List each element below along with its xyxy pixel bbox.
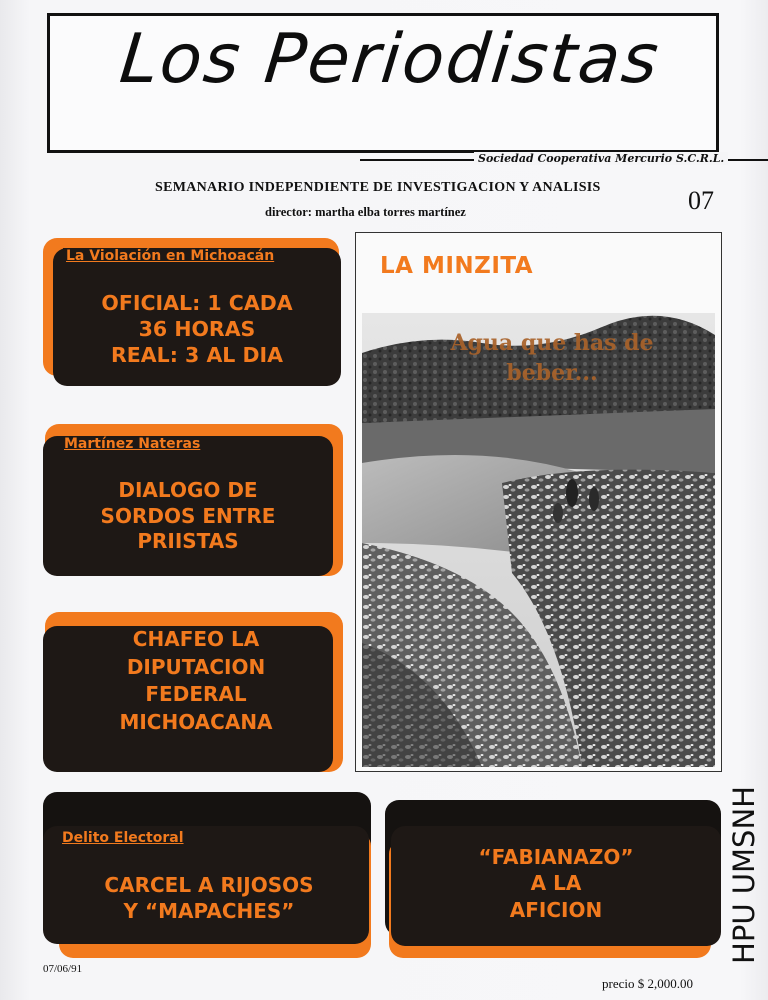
headline-line: REAL: 3 AL DIA [110, 343, 284, 368]
headline-line: CARCEL A RIJOSOS [104, 873, 314, 897]
headline-line: DIPUTACION [126, 654, 266, 679]
headline-line: Y “MAPACHES” [123, 899, 295, 924]
publication-subtitle: SEMANARIO INDEPENDIENTE DE INVESTIGACION Y ANALISIS [155, 180, 601, 195]
issue-number: 07 [688, 186, 714, 215]
story-tag [63, 248, 277, 264]
archive-stamp [720, 780, 766, 976]
feature-caption [402, 329, 702, 388]
story-diputacion[interactable] [43, 612, 343, 774]
story-tag-text: La Violación en Michoacán [63, 248, 277, 264]
headline-line: CHAFEO LA [132, 627, 260, 651]
story-violacion[interactable] [43, 238, 343, 398]
story-tag-text: Delito Electoral [59, 830, 187, 846]
headline-line: DIALOGO DE [118, 478, 258, 502]
story-tag [59, 830, 187, 846]
story-headline [53, 290, 341, 369]
story-headline [43, 478, 333, 555]
headline-line: AFICION [509, 897, 603, 922]
archive-stamp-text: HPU UMSNH [727, 786, 761, 964]
feature-photo-frame[interactable] [355, 232, 722, 772]
story-headline [391, 844, 721, 923]
caption-line: Agua que has de [450, 330, 654, 356]
director-line: director: martha elba torres martínez [265, 205, 466, 219]
headline-line: PRIISTAS [137, 529, 239, 554]
headline-line: OFICIAL: 1 CADA [101, 291, 293, 315]
headline-line: MICHOACANA [119, 709, 273, 734]
masthead-frame [47, 13, 719, 153]
headline-line: 36 HORAS [138, 317, 256, 342]
story-tag-text: Martínez Nateras [61, 436, 203, 452]
story-tag [61, 436, 203, 452]
story-fabianazo[interactable] [385, 800, 723, 960]
feature-title: LA MINZITA [380, 253, 534, 279]
cooperative-name: Sociedad Cooperativa Mercurio S.C.R.L. [474, 152, 728, 165]
issue-date: 07/06/91 [43, 963, 83, 975]
story-headline [51, 626, 341, 736]
story-delito-electoral[interactable] [43, 792, 373, 960]
story-nateras[interactable] [43, 424, 343, 584]
caption-line: beber... [506, 359, 598, 386]
headline-line: A LA [530, 871, 582, 896]
headline-line: FEDERAL [145, 682, 247, 707]
story-headline [43, 872, 375, 925]
headline-line: SORDOS ENTRE [100, 503, 276, 528]
headline-line: “FABIANAZO” [478, 845, 634, 869]
issue-price: precio $ 2,000.00 [602, 976, 693, 991]
publication-title: Los Periodistas [116, 20, 664, 99]
